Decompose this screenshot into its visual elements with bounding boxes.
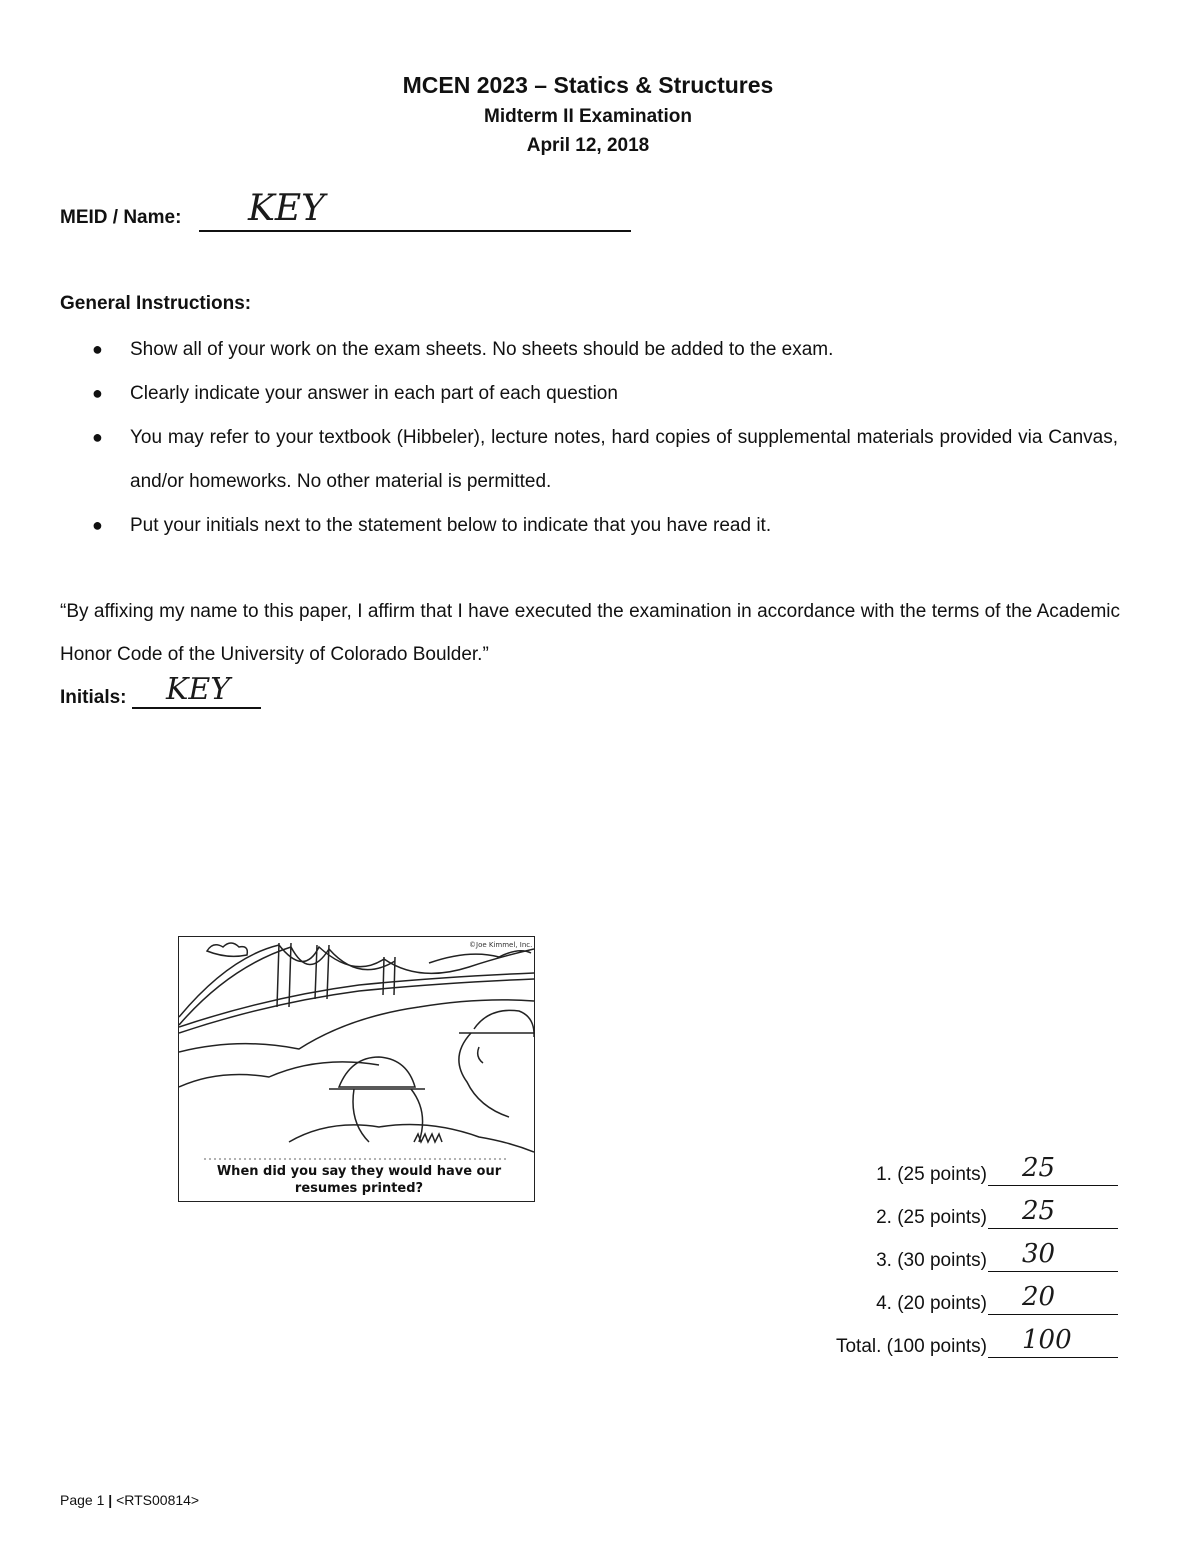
instructions-heading: General Instructions: — [60, 293, 252, 314]
exam-title: MCEN 2023 – Statics & Structures — [402, 72, 774, 98]
score-blank[interactable] — [988, 1325, 1118, 1358]
score-value: 100 — [1022, 1325, 1072, 1355]
score-row-q2 — [876, 1196, 1118, 1229]
cartoon-caption: When did you say they would have our resumes printed? — [216, 1164, 502, 1196]
initials-input-line[interactable] — [132, 707, 261, 709]
name-label: MEID / Name: — [60, 207, 182, 228]
score-value: 25 — [1022, 1196, 1056, 1226]
initials-label: Initials: — [60, 687, 127, 708]
score-blank[interactable] — [988, 1282, 1118, 1315]
score-label: 1. (25 points) — [876, 1164, 987, 1185]
instruction-item: Show all of your work on the exam sheets. No sheets should be added to the exam. — [130, 339, 834, 360]
exam-subtitle: Midterm II Examination — [484, 106, 692, 127]
score-row-total — [835, 1325, 1118, 1358]
score-blank[interactable] — [988, 1153, 1118, 1186]
page-number: Page 1 — [60, 1492, 105, 1508]
bullet-icon: ● — [92, 339, 103, 359]
bullet-icon: ● — [92, 515, 103, 535]
footer-separator: | — [108, 1492, 113, 1508]
cloud-icon — [207, 943, 247, 956]
bridge-cartoon-drawing — [179, 937, 534, 1201]
page-footer — [60, 1492, 199, 1508]
name-input-line[interactable] — [199, 230, 631, 232]
score-label: 2. (25 points) — [876, 1207, 987, 1228]
score-blank[interactable] — [988, 1239, 1118, 1272]
score-label: Total. (100 points) — [835, 1336, 987, 1357]
instruction-item: Put your initials next to the statement below to indicate that you have read it. — [130, 515, 772, 536]
cartoon-credit: ©Joe Kimmel, Inc. — [469, 941, 533, 949]
bullet-icon: ● — [92, 427, 103, 447]
instruction-item: Clearly indicate your answer in each part of each question — [130, 383, 618, 404]
document-code: <RTS00814> — [116, 1492, 200, 1508]
score-row-q1 — [876, 1153, 1118, 1186]
score-value: 30 — [1022, 1239, 1056, 1269]
score-row-q3 — [876, 1239, 1118, 1272]
score-label: 3. (30 points) — [876, 1250, 987, 1271]
score-value: 20 — [1022, 1282, 1056, 1312]
score-value: 25 — [1022, 1153, 1056, 1183]
honor-code-statement: “By affixing my name to this paper, I affirm that I have executed the examination in accordance with the terms of the Academic Honor Code of the University of Colorado Boulder.” — [60, 601, 1120, 665]
score-label: 4. (20 points) — [876, 1293, 987, 1314]
instruction-item: You may refer to your textbook (Hibbeler), lecture notes, hard copies of supplemental materials provided via Canvas, and/or homeworks. No other material is permitted. — [130, 427, 1118, 492]
initials-handwritten-value: KEY — [166, 672, 231, 707]
bullet-icon: ● — [92, 383, 103, 403]
exam-date: April 12, 2018 — [526, 135, 650, 156]
name-handwritten-value: KEY — [248, 188, 325, 229]
score-blank[interactable] — [988, 1196, 1118, 1229]
bridge-cartoon — [178, 936, 535, 1202]
score-row-q4 — [876, 1282, 1118, 1315]
